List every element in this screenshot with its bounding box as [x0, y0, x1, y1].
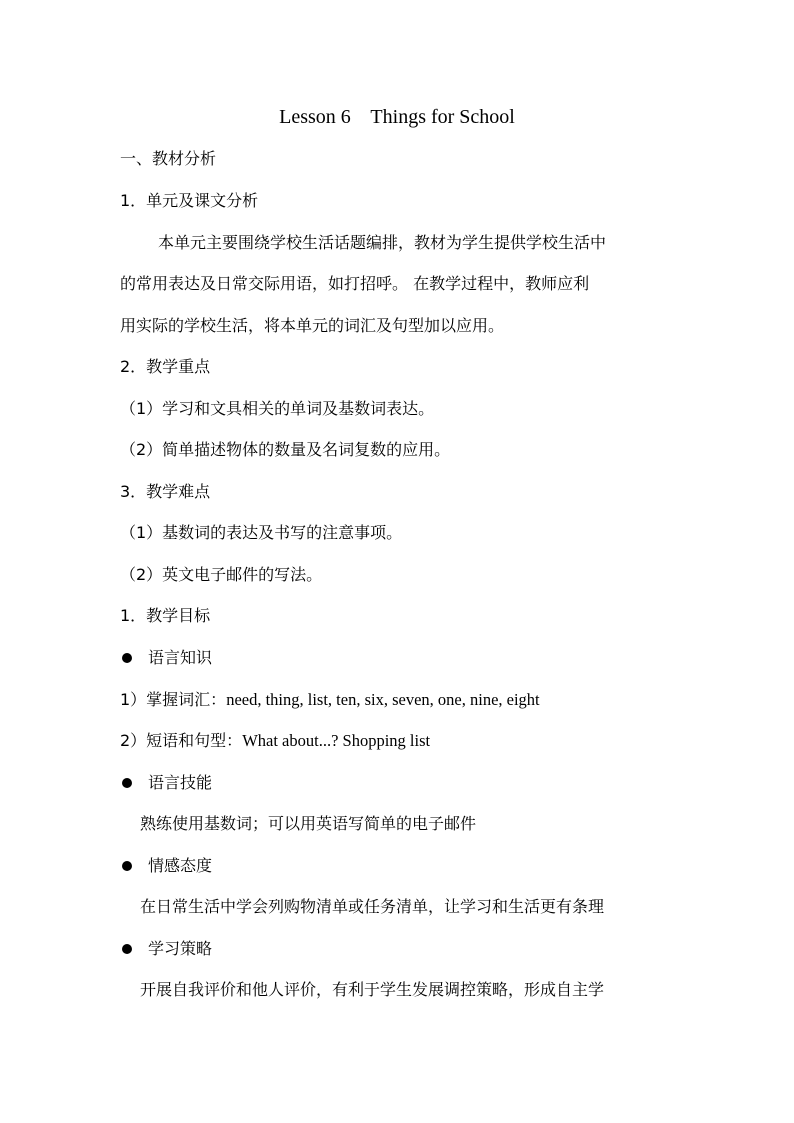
- difficulty-1: （1）基数词的表达及书写的注意事项。: [120, 523, 403, 542]
- bullet-icon: [122, 653, 132, 663]
- heading-difficulties: 3．教学难点: [120, 482, 211, 501]
- key-point-2: （2）简单描述物体的数量及名词复数的应用。: [120, 440, 451, 459]
- phrases-label: 2）短语和句型：: [120, 731, 243, 750]
- bullet-emotional-attitude: 情感态度: [148, 856, 213, 875]
- vocabulary-words: need, thing, list, ten, six, seven, one, nine, eight: [226, 690, 540, 709]
- paragraph-line-2: 的常用表达及日常交际用语，如打招呼。 在教学过程中，教师应利: [120, 274, 590, 293]
- bullet-icon: [122, 944, 132, 954]
- vocabulary-line: [120, 689, 540, 711]
- paragraph-line-1: 本单元主要围绕学校生活话题编排，教材为学生提供学校生活中: [158, 233, 607, 252]
- bullet-language-knowledge: 语言知识: [148, 648, 213, 667]
- heading-unit-analysis: 1．单元及课文分析: [120, 191, 259, 210]
- phrases-words: What about...? Shopping list: [242, 731, 431, 750]
- bullet-icon: [122, 861, 132, 871]
- bullet-language-skills: 语言技能: [148, 773, 213, 792]
- paragraph-line-3: 用实际的学校生活，将本单元的词汇及句型加以应用。: [120, 316, 505, 335]
- vocabulary-label: 1）掌握词汇：: [120, 690, 227, 709]
- bullet-icon: [122, 778, 132, 788]
- heading-objectives: 1．教学目标: [120, 606, 211, 625]
- language-skills-text: 熟练使用基数词；可以用英语写简单的电子邮件: [140, 814, 477, 833]
- difficulty-2: （2）英文电子邮件的写法。: [120, 565, 323, 584]
- heading-key-points: 2．教学重点: [120, 357, 211, 376]
- document-title: Lesson 6 Things for School: [279, 106, 515, 128]
- bullet-learning-strategy: 学习策略: [148, 939, 213, 958]
- learning-strategy-text: 开展自我评价和他人评价，有利于学生发展调控策略，形成自主学: [140, 980, 605, 999]
- key-point-1: （1）学习和文具相关的单词及基数词表达。: [120, 399, 435, 418]
- section-heading-textbook-analysis: 一、教材分析: [120, 149, 217, 168]
- phrases-line: [120, 730, 430, 752]
- emotional-attitude-text: 在日常生活中学会列购物清单或任务清单，让学习和生活更有条理: [140, 897, 605, 916]
